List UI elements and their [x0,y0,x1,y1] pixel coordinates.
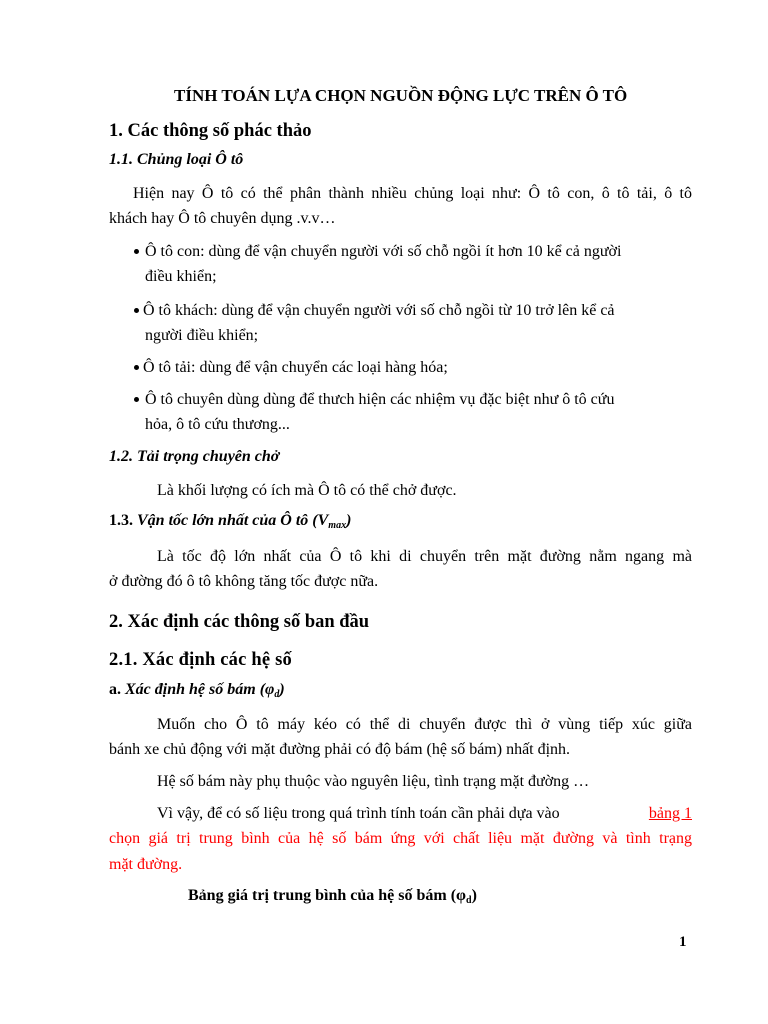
section-1-heading: 1. Các thông số phác thảo [109,121,312,141]
paragraph-1-2: Là khối lượng có ích mà Ô tô có thể chở được. [157,482,457,499]
paragraph-c-line-3: mặt đường. [109,856,183,873]
page-number: 1 [679,934,687,950]
paragraph-1-line-1: Hiện nay Ô tô có thể phân thành nhiều chủng loại như: Ô tô con, ô tô tải, ô tô [133,185,692,202]
list-item-continuation: người điều khiển; [145,327,259,344]
paragraph-a-line-2: bánh xe chủ động với mặt đường phải có độ bám (hệ số bám) nhất định. [109,741,571,758]
list-item-continuation: điều khiển; [145,268,217,285]
subsection-a-title-text: Xác định hệ số bám (φ [125,681,275,698]
list-item: Ô tô khách: dùng để vận chuyển người với số chỗ ngồi từ 10 trở lên kể cả [143,302,615,319]
bullet-icon [134,397,139,402]
subsection-a-title [125,681,285,698]
subsection-a-label: a. [109,681,121,698]
list-item-continuation: hỏa, ô tô cứu thương... [145,416,290,433]
bullet-icon [134,365,139,370]
paragraph-1-3-line-2: ở đường đó ô tô không tăng tốc được nữa. [109,573,379,590]
section-2-heading: 2. Xác định các thông số ban đầu [109,612,370,632]
list-item: Ô tô chuyên dùng dùng để thưch hiện các nhiệm vụ đặc biệt như ô tô cứu [145,391,615,408]
subsection-1-3-number: 1.3. [109,512,133,529]
table-caption [188,887,477,906]
paragraph-c-text: Vì vậy, để có số liệu trong quá trình tính toán cần phải dựa vào [157,805,560,822]
table-1-link[interactable]: bảng 1 [648,805,692,822]
subsection-a-subscript: d [274,689,280,700]
list-item: Ô tô con: dùng để vận chuyển người với số chỗ ngồi ít hơn 10 kể cả người [145,243,622,260]
document-title: TÍNH TOÁN LỰA CHỌN NGUỒN ĐỘNG LỰC TRÊN Ô TÔ [174,86,628,105]
subsection-1-1-heading: 1.1. Chủng loại Ô tô [109,151,244,168]
subsection-1-3-close: ) [346,512,352,529]
subsection-2-1-heading: 2.1. Xác định các hệ số [109,650,292,670]
bullet-icon [134,249,139,254]
paragraph-b: Hệ số bám này phụ thuộc vào nguyên liệu, tình trạng mặt đường … [157,773,590,790]
subsection-1-3-title-text: Vận tốc lớn nhất của Ô tô (V [137,512,329,529]
paragraph-1-line-2: khách hay Ô tô chuyên dụng .v.v… [109,210,336,227]
subsection-a-close: ) [279,681,285,698]
subsection-a-heading [109,681,285,700]
paragraph-1-3-line-1: Là tốc độ lớn nhất của Ô tô khi di chuyển trên mặt đường nằm ngang mà [157,548,692,565]
table-caption-close: ) [471,887,477,904]
bullet-icon [134,308,139,313]
list-item: Ô tô tải: dùng để vận chuyển các loại hàng hóa; [143,359,448,376]
paragraph-a-line-1: Muốn cho Ô tô máy kéo có thể di chuyển được thì ở vùng tiếp xúc giữa [157,716,692,733]
table-caption-text: Bảng giá trị trung bình của hệ số bám (φ [188,887,467,904]
paragraph-c-line-2: chọn giá trị trung bình của hệ số bám ứng với chất liệu mặt đường và tình trạng [109,830,692,847]
paragraph-c-line-1 [157,801,692,827]
table-caption-subscript: d [466,895,472,906]
subsection-1-3-subscript: max [328,520,347,531]
subsection-1-3-heading [109,512,351,531]
subsection-1-2-heading: 1.2. Tải trọng chuyên chở [109,448,280,465]
subsection-1-3-title [137,512,351,529]
